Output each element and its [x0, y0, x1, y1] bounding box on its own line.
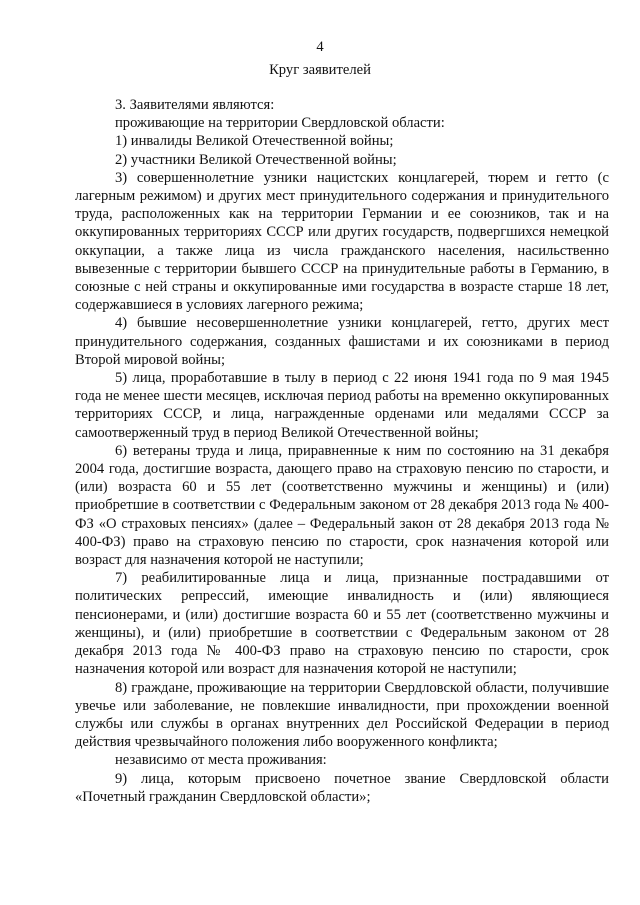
paragraph-intro: 3. Заявителями являются:: [115, 97, 275, 113]
page-number: 4: [316, 39, 324, 55]
paragraph-residents: проживающие на территории Свердловской области:: [115, 115, 445, 132]
list-item-5: 5) лица, проработавшие в тылу в период с 22 июня 1941 года по 9 мая 1945 года не менее шести месяцев, исключая период работы на временно оккупированных территориях СССР, и лица, награжденные орденами или медалями СССР за самоотверженный труд в период Великой Отечественной войны;: [75, 370, 609, 441]
list-item-7: 7) реабилитированные лица и лица, признанные пострадавшими от политических репрессий, имеющие инвалидность и (или) являющиеся пенсионерами, и (или) достигшие возраста 60 и 55 лет (соответственно мужчины и женщины), и (или) приобретшие в соответствии с Федеральным законом от 28 декабря 2013 года № 400-ФЗ право на страховую пенсию по старости, срок назначения которой или возраст для назначения которой не наступили;: [75, 570, 609, 678]
list-item-6: 6) ветераны труда и лица, приравненные к ним по состоянию на 31 декабря 2004 года, достигшие возраста, дающего право на страховую пенсию по старости, и (или) возраста 60 и 55 лет (соответственно мужчины и женщины) и (или) приобретшие в соответствии с Федеральным законом от 28 декабря 2013 года № 400-ФЗ «О страховых пенсиях» (далее – Федеральный закон от 28 декабря 2013 года № 400-ФЗ) право на страховую пенсию по старости, срок назначения которой или возраст для назначения которой не наступили;: [75, 442, 609, 569]
list-item-8: 8) граждане, проживающие на территории Свердловской области, получившие увечье или заболевание, не повлекшие инвалидности, при прохождении военной службы или службы в органах внутренних дел Российской Федерации в период действия чрезвычайного положения либо вооруженного конфликта;: [75, 679, 609, 751]
list-item-1: 1) инвалиды Великой Отечественной войны;: [115, 133, 394, 150]
section-heading: Круг заявителей: [269, 62, 371, 78]
list-item-9: 9) лица, которым присвоено почетное звание Свердловской области «Почетный гражданин Свердловской области»;: [75, 770, 609, 805]
list-item-2: 2) участники Великой Отечественной войны;: [115, 151, 397, 168]
list-item-3: 3) совершеннолетние узники нацистских концлагерей, тюрем и гетто (с лагерным режимом) и других мест принудительного содержания и принудительного труда, расположенных как на территории Германии и ее союзников, так и на оккупированных территориях СССР или других государств, подвергшихся немецкой оккупации, а также лица из числа гражданского населения, насильственно вывезенные с территории бывшего СССР на принудительные работы в Германию, в союзные с ней страны и оккупированные ими государства в возрасте старше 18 лет, содержавшиеся в условиях лагерного режима;: [75, 169, 609, 314]
list-item-4: 4) бывшие несовершеннолетние узники концлагерей, гетто, других мест принудительного содержания, созданных фашистами и их союзниками в период Второй мировой войны;: [75, 315, 609, 368]
document-body: [75, 96, 609, 806]
paragraph-regardless: независимо от места проживания:: [115, 752, 327, 769]
